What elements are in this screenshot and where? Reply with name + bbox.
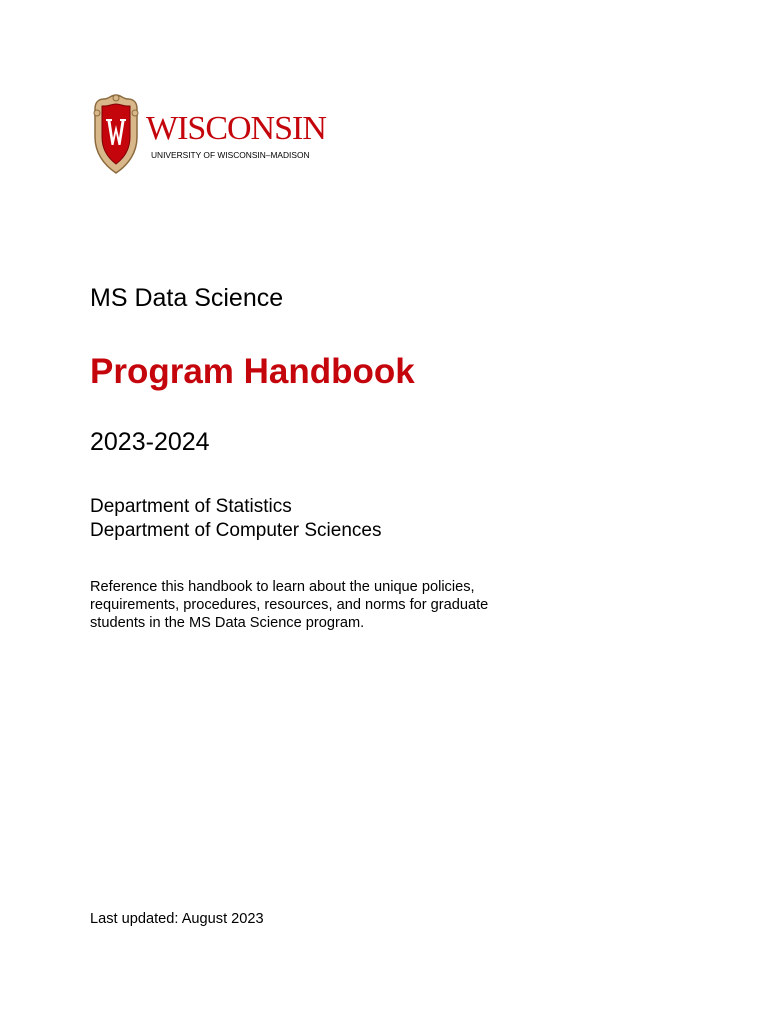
- last-updated: Last updated: August 2023: [90, 911, 264, 927]
- academic-year: 2023-2024: [90, 428, 210, 456]
- department-computer-sciences: Department of Computer Sciences: [90, 520, 382, 541]
- document-title: Program Handbook: [90, 352, 415, 391]
- intro-line: students in the MS Data Science program.: [90, 615, 365, 631]
- intro-paragraph: [90, 578, 530, 632]
- departments: [90, 495, 381, 543]
- wordmark-subtitle: UNIVERSITY OF WISCONSIN–MADISON: [151, 150, 310, 160]
- department-statistics: Department of Statistics: [90, 496, 292, 517]
- intro-line: requirements, procedures, resources, and norms for graduate: [90, 597, 489, 613]
- intro-line: Reference this handbook to learn about the unique policies,: [90, 579, 475, 595]
- wordmark: WISCONSIN: [146, 110, 326, 147]
- university-logo: [90, 93, 330, 177]
- uw-crest-icon: [90, 93, 142, 175]
- program-name: MS Data Science: [90, 284, 284, 312]
